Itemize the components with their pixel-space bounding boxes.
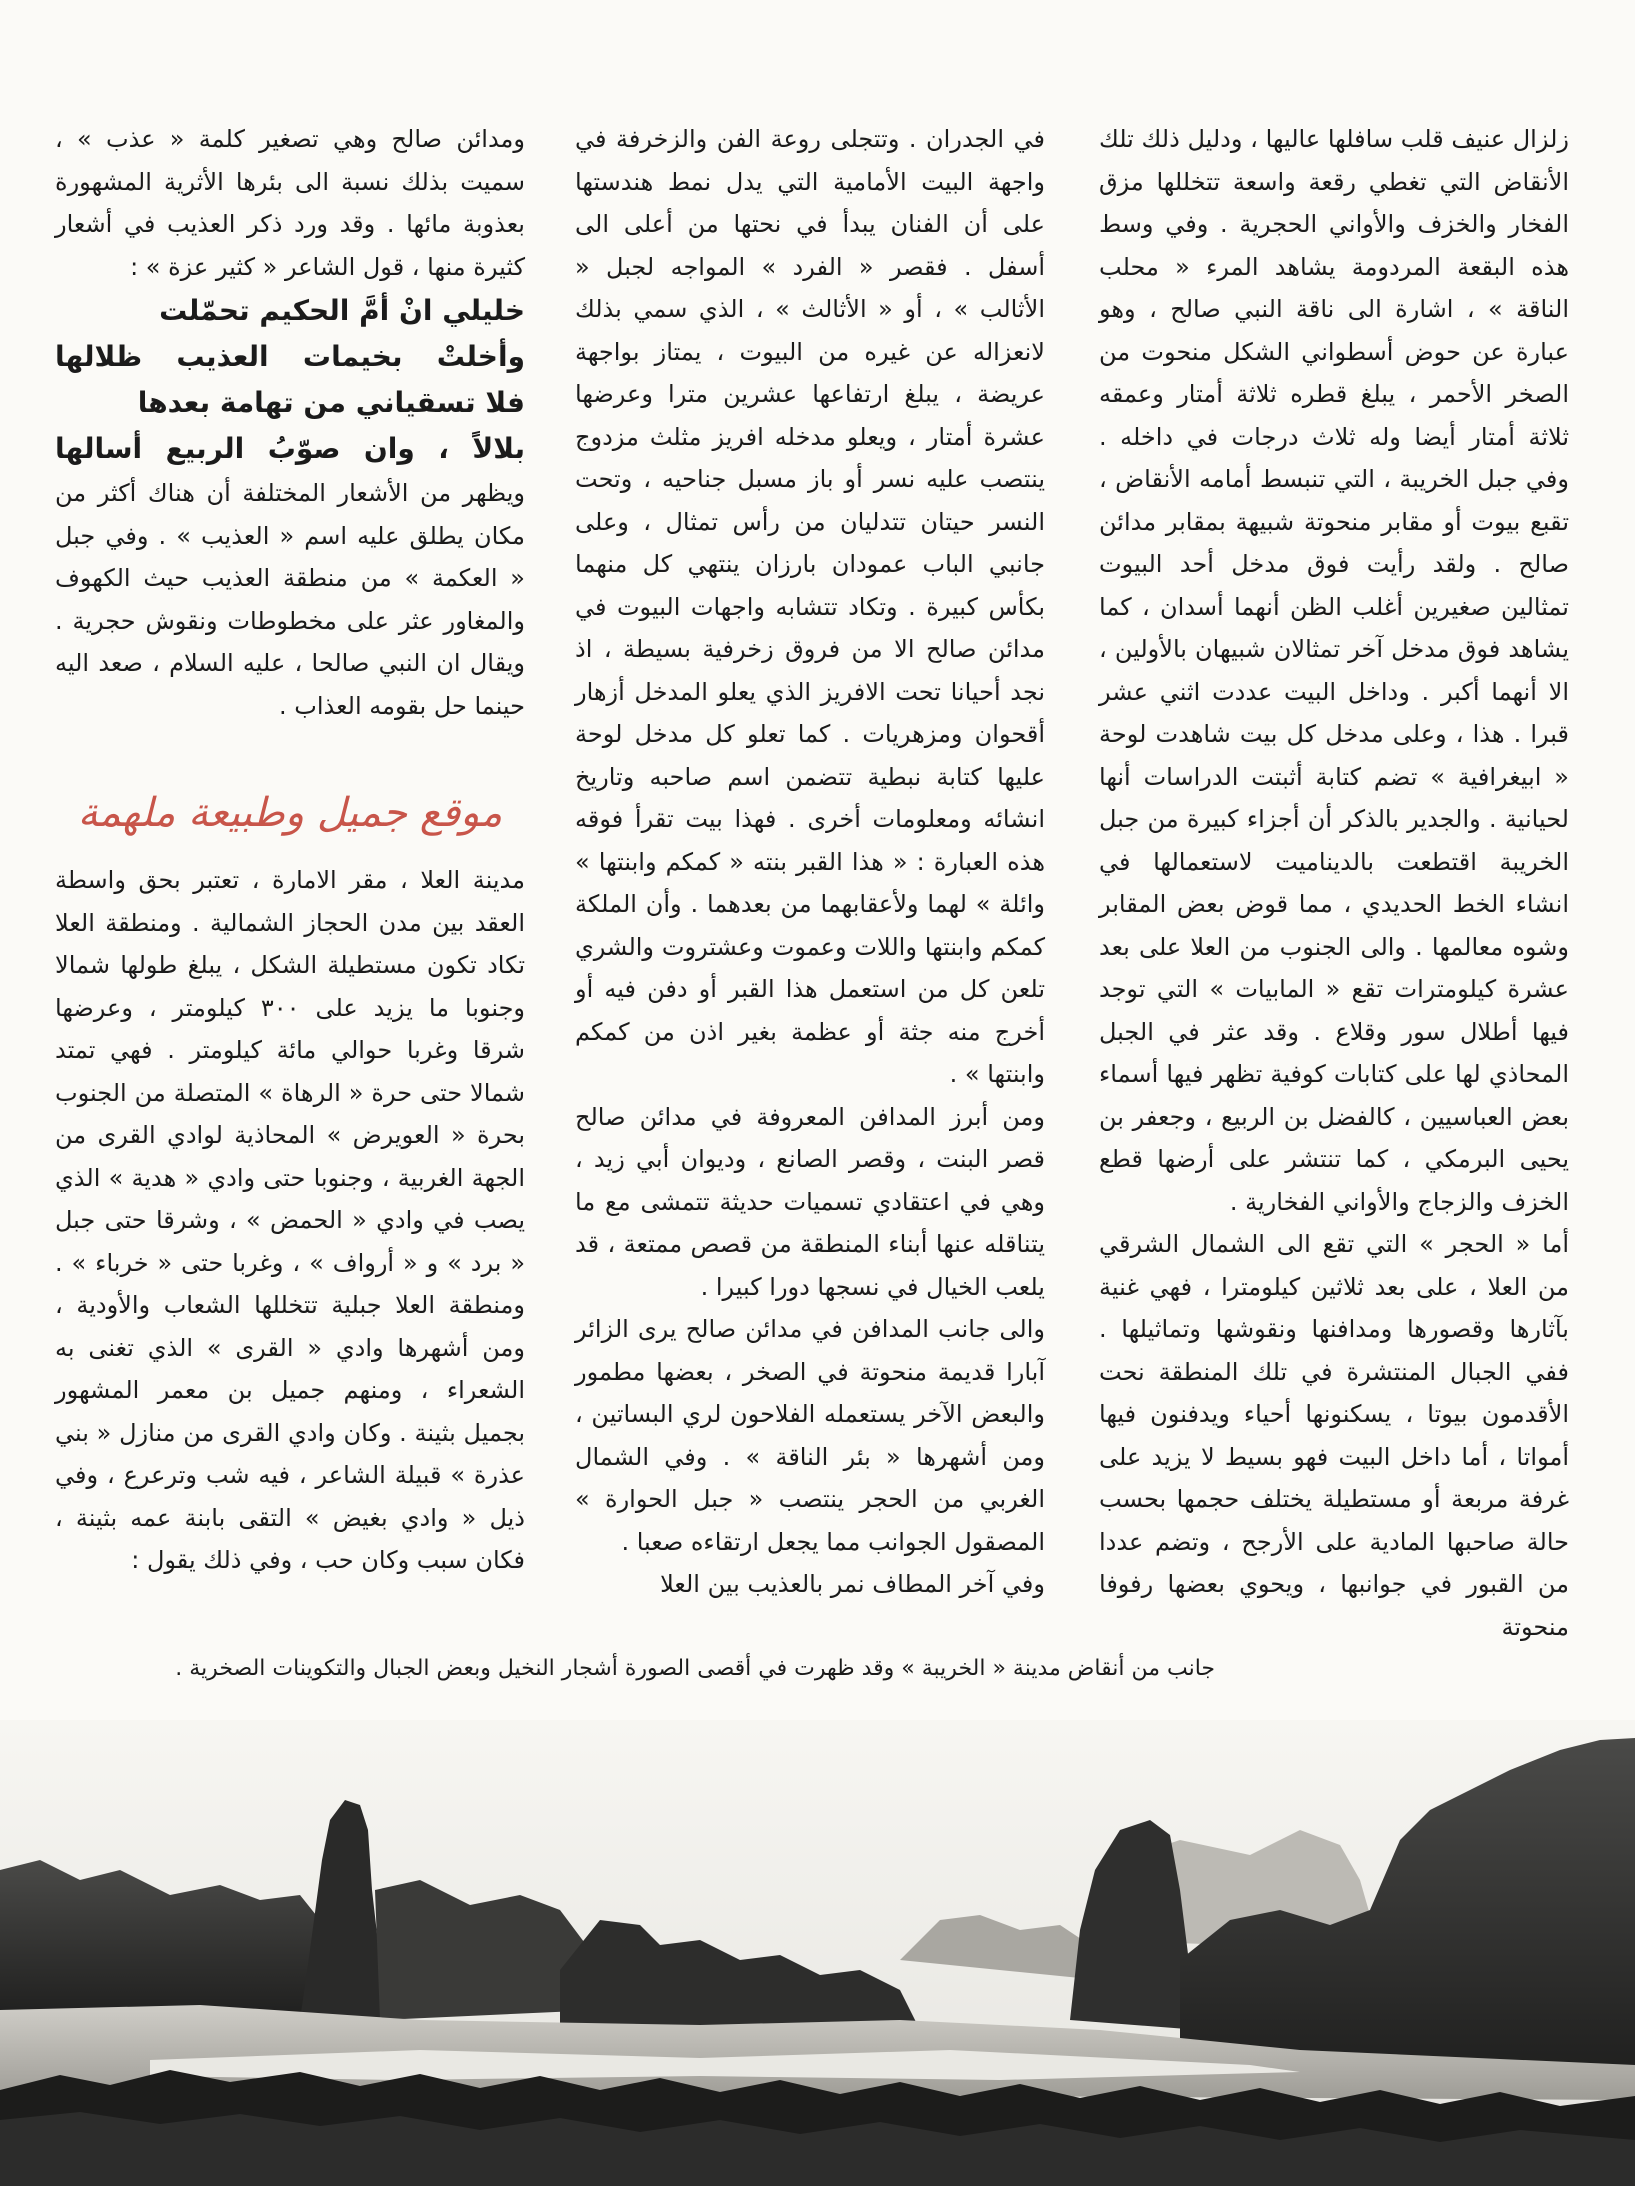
poem (55, 288, 525, 472)
paragraph: زلزال عنيف قلب سافلها عاليها ، ودليل ذلك تلك الأنقاض التي تغطي رقعة واسعة تتخللها مزق الفخار والخزف والأواني الحجرية . وفي وسط هذه البقعة المردومة يشاهد المرء « محلب الناقة » ، اشارة الى ناقة النبي صالح ، وهو عبارة عن حوض أسطواني الشكل منحوت من الصخر الأحمر ، يبلغ قطره ثلاثة أمتار وعمقه ثلاثة أمتار أيضا وله ثلاث درجات في داخله . وفي جبل الخريبة ، التي تنبسط أمامه الأنقاض ، تقبع بيوت أو مقابر منحوتة شبيهة بمقابر مدائن صالح . ولقد رأيت فوق مدخل أحد البيوت تمثالين صغيرين أغلب الظن أنهما أسدان ، كما يشاهد فوق مدخل آخر تمثالان شبيهان بالأولين ، الا أنهما أكبر . وداخل البيت عددت اثني عشر قبرا . هذا ، وعلى مدخل كل بيت شاهدت لوحة « ابيغرافية » تضم كتابة أثبتت الدراسات أنها لحيانية . والجدير بالذكر أن أجزاء كبيرة من جبل الخريبة اقتطعت بالديناميت لاستعمالها في انشاء الخط الحديدي ، مما قوض بعض المقابر وشوه معالمها . والى الجنوب من العلا على بعد عشرة كيلومترات تقع « المابيات » التي توجد فيها أطلال سور وقلاع . وقد عثر في الجبل المحاذي لها على كتابات كوفية تظهر فيها أسماء بعض العباسيين ، كالفضل بن الربيع ، وجعفر بن يحيى البرمكي ، كما تنتشر على أرضها قطع الخزف والزجاج والأواني الفخارية . (1099, 125, 1569, 1216)
poem-line: خليلي انْ أمَّ الحكيم تحمّلت (159, 294, 525, 327)
paragraph: والى جانب المدافن في مدائن صالح يرى الزائر آبارا قديمة منحوتة في الصخر ، بعضها مطمور والبعض الآخر يستعمله الفلاحون لري البساتين ، ومن أشهرها « بئر الناقة » . وفي الشمال الغربي من الحجر ينتصب « جبل الحوارة » المصقول الجوانب مما يجعل ارتقاءه صعبا . (575, 1315, 1045, 1556)
paragraph: مدينة العلا ، مقر الامارة ، تعتبر بحق واسطة العقد بين مدن الحجاز الشمالية . ومنطقة العلا تكاد تكون مستطيلة الشكل ، يبلغ طولها شمالا وجنوبا ما يزيد على ٣٠٠ كيلومتر ، وعرضها شرقا وغربا حوالي مائة كيلومتر . فهي تمتد شمالا حتى حرة « الرهاة » المتصلة من الجنوب بحرة « العويرض » المحاذية لوادي القرى من الجهة الغربية ، وجنوبا حتى وادي « هدية » الذي يصب في وادي « الحمض » ، وشرقا حتى جبل « برد » و « أرواف » ، وغربا حتى « خرباء » . ومنطقة العلا جبلية تتخللها الشعاب والأودية ، ومن أشهرها وادي « القرى » الذي تغنى به الشعراء ، ومنهم جميل بن معمر المشهور بجميل بثينة . وكان وادي القرى من منازل « بني عذرة » قبيلة الشاعر ، فيه شب وترعرع ، وفي ذيل « وادي بغيض » التقى بابنة عمه بثينة ، فكان سبب وكان حب ، وفي ذلك يقول : (55, 866, 525, 1574)
poem-line: بلالاً ، وان صوّبُ الربيع أسالها (55, 432, 525, 465)
article-column-middle (575, 118, 1045, 1598)
paragraph: في الجدران . وتتجلى روعة الفن والزخرفة في واجهة البيت الأمامية التي يدل نمط هندستها على أن الفنان يبدأ في نحتها من أعلى الى أسفل . فقصر « الفرد » المواجه لجبل « الأثالب » ، أو « الأثالث » ، الذي سمي بذلك لانعزاله عن غيره من البيوت ، يمتاز بواجهة عريضة ، يبلغ ارتفاعها عشرين مترا وعرضها عشرة أمتار ، ويعلو مدخله افريز مثلث مزدوج ينتصب عليه نسر أو باز مسبل جناحيه ، وتحت النسر حيتان تتدليان من رأس تمثال ، وعلى جانبي الباب عمودان بارزان ينتهي كل منهما بكأس كبيرة . وتكاد تتشابه واجهات البيوت في مدائن صالح الا من فروق زخرفية بسيطة ، اذ نجد أحيانا تحت الافريز الذي يعلو المدخل أزهار أقحوان ومزهريات . كما تعلو كل مدخل لوحة عليها كتابة نبطية تتضمن اسم صاحبه وتاريخ انشائه ومعلومات أخرى . فهذا بيت تقرأ فوقه هذه العبارة : « هذا القبر بنته « كمكم وابنتها » وائلة » لهما ولأعقابهما من بعدهما . وأن الملكة كمكم وابنتها واللات وعموت وعشتروت والشري تلعن كل من استعمل هذا القبر أو دفن فيه أو أخرج منه جثة أو عظمة بغير اذن من كمكم وابنتها » . (575, 125, 1045, 1088)
article-column-right (1099, 118, 1569, 1641)
paragraph: ومن أبرز المدافن المعروفة في مدائن صالح قصر البنت ، وقصر الصانع ، وديوان أبي زيد ، وهي في اعتقادي تسميات حديثة تتمشى مع ما يتناقله عنها أبناء المنطقة من قصص ممتعة ، قد يلعب الخيال في نسجها دورا كبيرا . (575, 1102, 1045, 1301)
photo-caption: جانب من أنقاض مدينة « الخريبة » وقد ظهرت في أقصى الصورة أشجار النخيل وبعض الجبال والتكوينات الصخرية . (175, 1656, 1215, 1681)
poem-line: وأخلتْ بخيمات العذيب ظلالها (55, 340, 525, 373)
section-heading: موقع جميل وطبيعة ملهمة (77, 790, 503, 836)
article-column-left (55, 118, 525, 1598)
poem-line: فلا تسقياني من تهامة بعدها (137, 386, 525, 419)
paragraph: أما « الحجر » التي تقع الى الشمال الشرقي من العلا ، على بعد ثلاثين كيلومترا ، فهي غنية بآثارها وقصورها ومدافنها ونقوشها وتماثيلها . ففي الجبال المنتشرة في تلك المنطقة نحت الأقدمون بيوتا ، يسكنونها أحياء ويدفنون فيها أمواتا ، أما داخل البيت فهو بسيط لا يزيد على غرفة مربعة أو مستطيلة يختلف حجمها بحسب حالة صاحبها المادية على الأرجح ، وتضم عددا من القبور في جوانبها ، ويحوي بعضها رفوفا منحوتة (1099, 1230, 1569, 1641)
landscape-photo (0, 1720, 1635, 2186)
paragraph: ومدائن صالح وهي تصغير كلمة « عذب » ، سميت بذلك نسبة الى بئرها الأثرية المشهورة بعذوبة مائها . وقد ورد ذكر العذيب في أشعار كثيرة منها ، قول الشاعر « كثير عزة » : (55, 125, 525, 281)
paragraph: وفي آخر المطاف نمر بالعذيب بين العلا (660, 1570, 1045, 1598)
paragraph: ويظهر من الأشعار المختلفة أن هناك أكثر من مكان يطلق عليه اسم « العذيب » . وفي جبل « العكمة » من منطقة العذيب حيث الكهوف والمغاور عثر على مخطوطات ونقوش حجرية . ويقال ان النبي صالحا ، عليه السلام ، صعد اليه حينما حل بقومه العذاب . (55, 479, 525, 720)
